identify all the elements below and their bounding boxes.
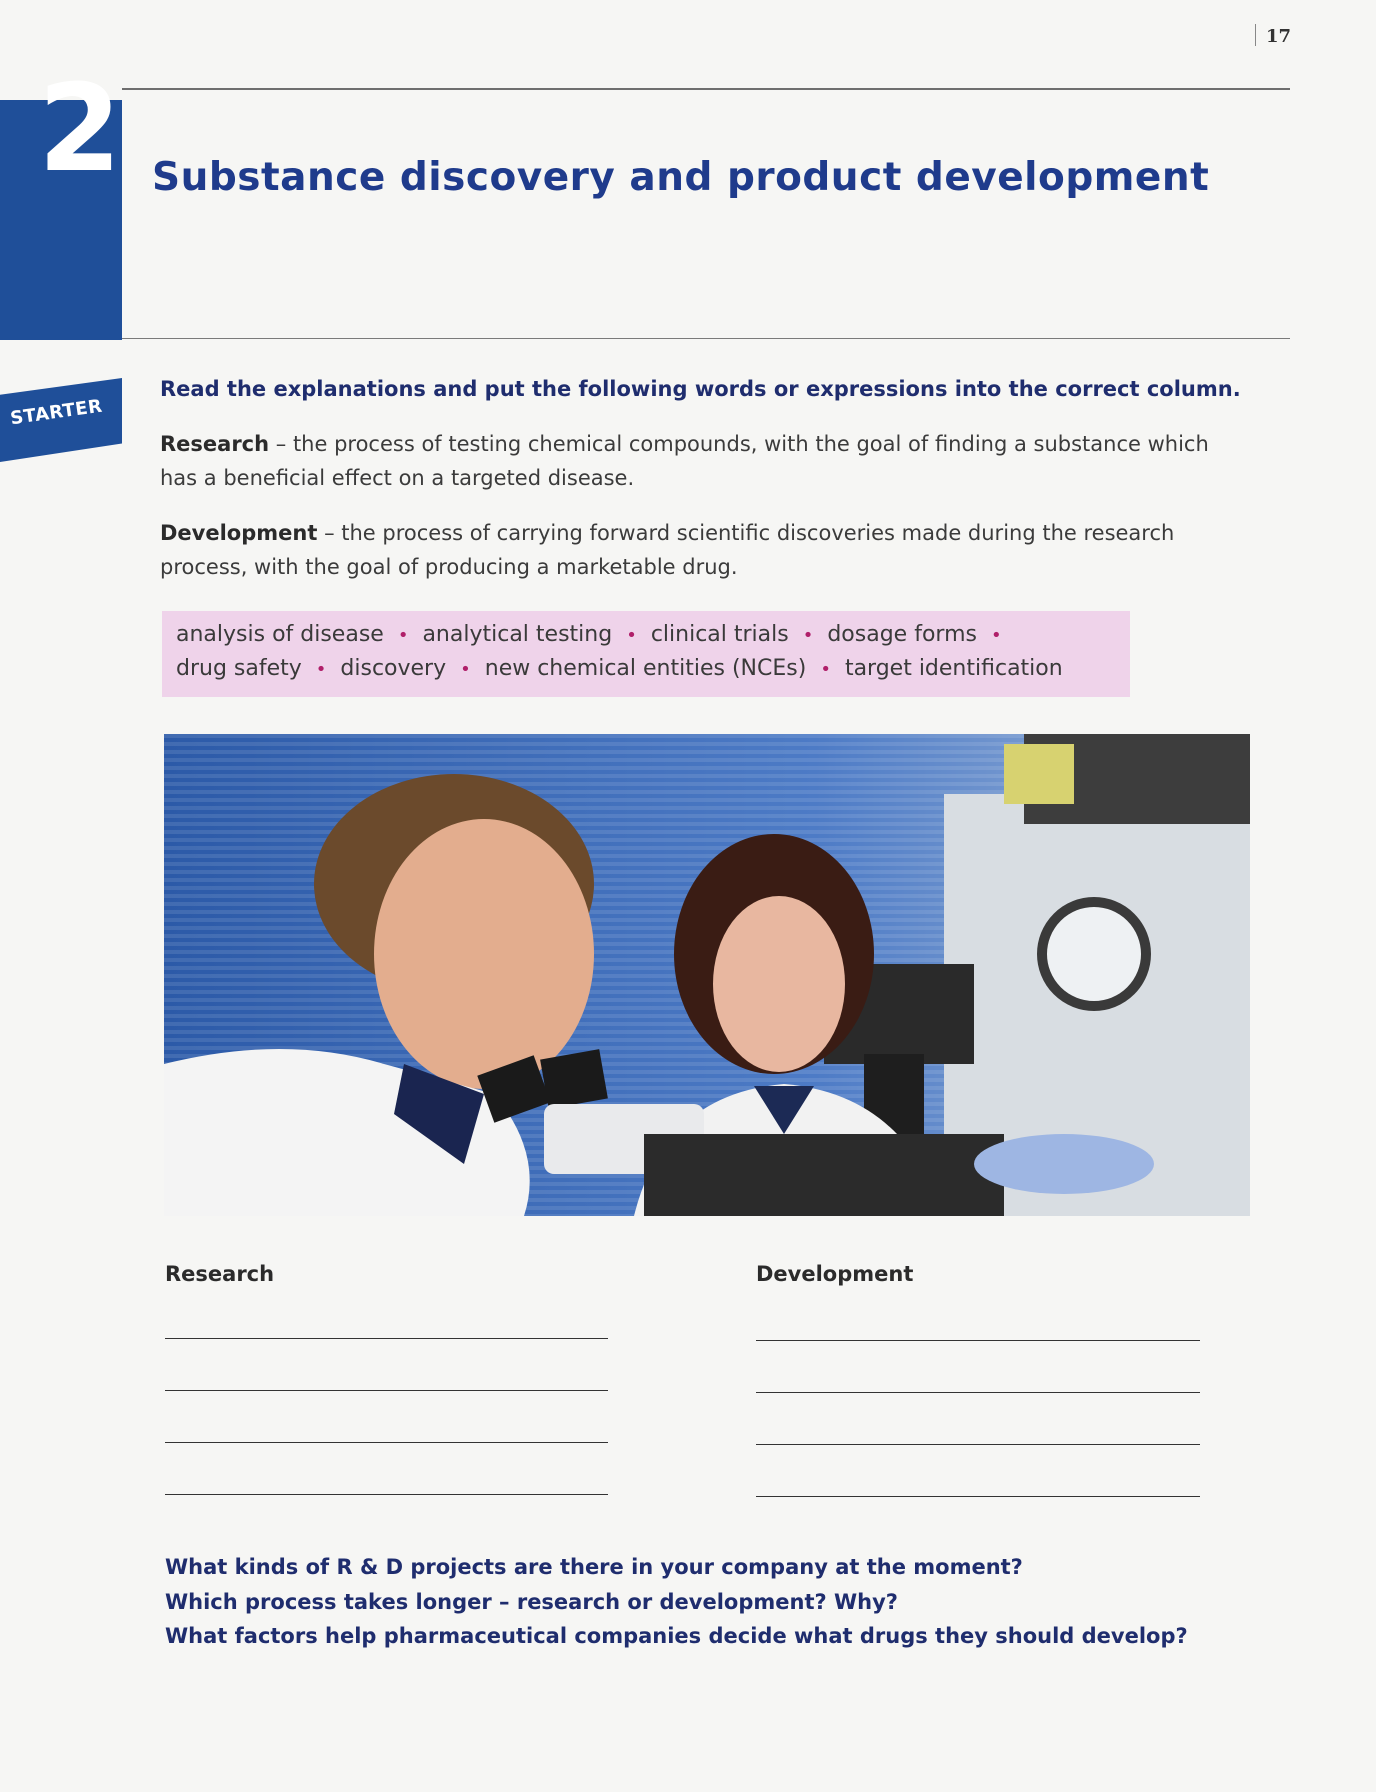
lab-photo (164, 734, 1250, 1216)
bullet-icon: • (397, 625, 409, 646)
instruction: Read the explanations and put the following words or expressions into the correct column. (160, 377, 1241, 401)
research-column-heading: Research (165, 1262, 275, 1286)
starter-label: STARTER (8, 395, 104, 430)
word-item: new chemical entities (NCEs) (484, 656, 807, 681)
research-definition-text: – the process of testing chemical compounds, with the goal of finding a substance which has a beneficial effect on a targeted disease. (160, 432, 1209, 490)
word-item: dosage forms (827, 622, 977, 647)
discussion-question: What factors help pharmaceutical companies decide what drugs they should develop? (165, 1624, 1188, 1648)
research-answer-line[interactable] (165, 1494, 608, 1495)
word-box-line-2 (176, 656, 1063, 681)
discussion-question: What kinds of R & D projects are there in your company at the moment? (165, 1555, 1023, 1579)
research-answer-line[interactable] (165, 1338, 608, 1339)
bullet-icon: • (460, 659, 471, 680)
development-answer-line[interactable] (756, 1444, 1200, 1445)
chapter-number: 2 (38, 60, 118, 199)
word-box-line-1 (176, 622, 1016, 647)
development-definition-text: – the process of carrying forward scientific discoveries made during the research process, with the goal of producing a marketable drug. (160, 521, 1175, 579)
bullet-icon: • (820, 659, 831, 680)
development-answer-line[interactable] (756, 1496, 1200, 1497)
development-answer-line[interactable] (756, 1392, 1200, 1393)
bullet-icon: • (990, 625, 1002, 646)
development-answer-line[interactable] (756, 1340, 1200, 1341)
discussion-question: Which process takes longer – research or development? Why? (165, 1590, 898, 1614)
header-rule-top (122, 88, 1290, 90)
word-item: drug safety (176, 656, 302, 681)
page-number-divider (1255, 24, 1256, 46)
research-answer-line[interactable] (165, 1442, 608, 1443)
bullet-icon: • (802, 625, 814, 646)
word-item: clinical trials (650, 622, 789, 647)
word-item: target identification (844, 656, 1063, 681)
development-definition (160, 516, 1250, 584)
page-number: 17 (1265, 26, 1291, 47)
development-term: Development (160, 521, 318, 545)
development-column-heading: Development (756, 1262, 914, 1286)
chapter-title: Substance discovery and product development (152, 155, 1210, 200)
header-rule-bottom (122, 338, 1290, 339)
word-item: discovery (340, 656, 447, 681)
research-term: Research (160, 432, 270, 456)
research-definition (160, 427, 1250, 495)
lab-photo-illustration (164, 734, 1250, 1216)
bullet-icon: • (315, 659, 327, 680)
word-item: analysis of disease (176, 622, 384, 647)
research-answer-line[interactable] (165, 1390, 608, 1391)
word-item: analytical testing (422, 622, 613, 647)
bullet-icon: • (626, 625, 637, 646)
